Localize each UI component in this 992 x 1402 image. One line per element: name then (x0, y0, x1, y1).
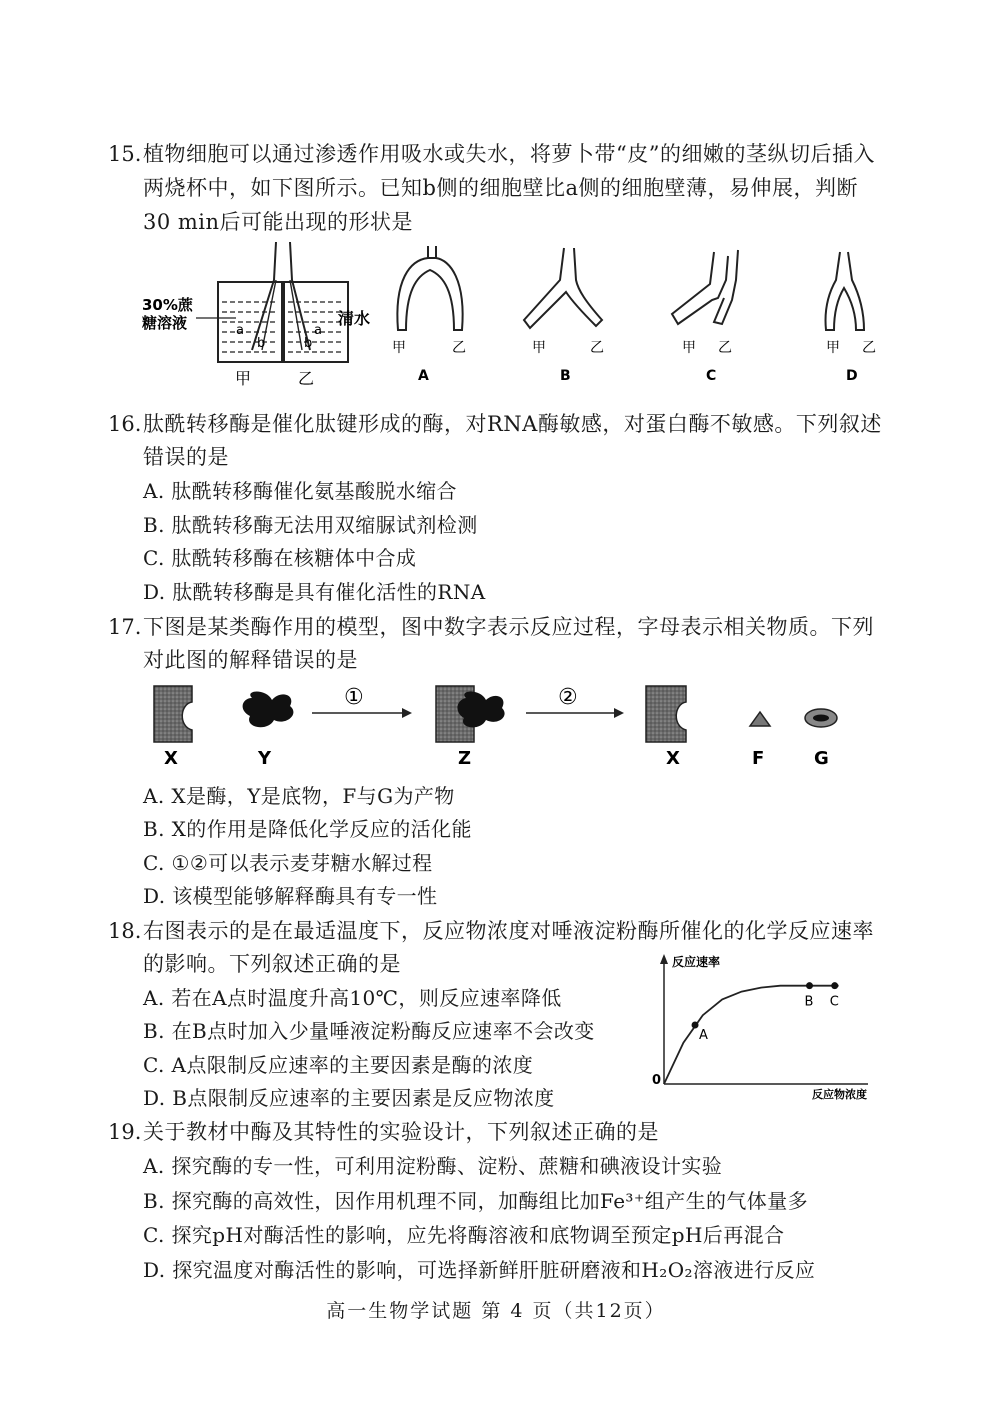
q16-number: 16. (108, 412, 142, 436)
q15-line-1: 植物细胞可以通过渗透作用吸水或失水，将萝卜带“皮”的细嫩的茎纵切后插入 (143, 142, 875, 166)
q17-number: 17. (108, 615, 142, 639)
svg-text:甲: 甲 (826, 340, 840, 356)
svg-text:甲: 甲 (392, 340, 406, 356)
q15-line-2: 两烧杯中，如下图所示。已知b侧的细胞壁比a侧的细胞壁薄，易伸展，判断 (143, 176, 858, 200)
svg-text:D: D (846, 368, 858, 384)
q18-number: 18. (108, 919, 142, 943)
q18-line-2: 的影响。下列叙述正确的是 (143, 952, 401, 976)
q15-figure (140, 240, 900, 390)
svg-text:C: C (706, 368, 717, 384)
sucrose-label-1: 30%蔗 (142, 296, 193, 314)
svg-text:B: B (560, 368, 571, 384)
chart-ylabel: 反应速率 (672, 955, 721, 969)
beaker-jia (218, 282, 282, 362)
substrate-y-shape (243, 692, 294, 728)
enzyme-x-shape (154, 686, 192, 742)
chart-point-label-a: A (699, 1028, 708, 1043)
chart-point-c (831, 982, 838, 989)
shape-option-c (672, 250, 738, 384)
q16-line-1: 肽酰转移酶是催化肽键形成的酶，对RNA酶敏感，对蛋白酶不敏感。下列叙述 (143, 412, 882, 436)
q17-option-d: D. 该模型能够解释酶具有专一性 (143, 884, 438, 908)
label-z: Z (458, 748, 472, 769)
q16-option-a: A. 肽酰转移酶催化氨基酸脱水缩合 (143, 479, 457, 503)
svg-text:甲: 甲 (532, 340, 546, 356)
svg-text:A: A (418, 368, 429, 384)
shape-option-a (392, 246, 466, 384)
chart-point-label-b: B (804, 994, 814, 1010)
q16-line-2: 错误的是 (143, 445, 229, 469)
svg-text:甲: 甲 (682, 340, 696, 356)
q15-number: 15. (108, 142, 142, 166)
water-label: 清水 (338, 309, 371, 328)
q18-option-c: C. A点限制反应速率的主要因素是酶的浓度 (143, 1053, 534, 1077)
svg-text:乙: 乙 (590, 340, 604, 356)
svg-text:乙: 乙 (718, 340, 732, 356)
q17-line-1: 下图是某类酶作用的模型，图中数字表示反应过程，字母表示相关物质。下列 (143, 615, 874, 639)
chart-y-arrow (660, 954, 668, 964)
rate-chart (648, 952, 888, 1102)
side-a-right: a (314, 323, 322, 338)
step-2-label: ② (558, 685, 578, 710)
q19-option-c: C. 探究pH对酶活性的影响，应先将酶溶液和底物调至预定pH后再混合 (143, 1223, 785, 1247)
q16-option-d: D. 肽酰转移酶是具有催化活性的RNA (143, 580, 486, 604)
chart-point-label-c: C (829, 994, 839, 1010)
shape-option-d (825, 252, 876, 384)
chart-xlabel: 反应物浓度 (812, 1088, 867, 1101)
q18-option-d: D. B点限制反应速率的主要因素是反应物浓度 (143, 1086, 555, 1110)
page-footer: 高一生物学试题 第 4 页（共12页） (326, 1300, 666, 1322)
beaker-right-label: 乙 (298, 369, 315, 388)
label-g: G (814, 748, 829, 769)
beaker-left-label: 甲 (235, 369, 252, 388)
chart-point-b (806, 982, 813, 989)
q18-option-a: A. 若在A点时温度升高10℃，则反应速率降低 (143, 986, 562, 1010)
label-f: F (752, 748, 765, 769)
q17-option-b: B. X的作用是降低化学反应的活化能 (143, 817, 472, 841)
shape-option-b (524, 248, 604, 384)
q19-number: 19. (108, 1120, 142, 1144)
chart-point-a (692, 1022, 699, 1029)
side-a-left: a (236, 323, 244, 338)
step-1-label: ① (344, 685, 364, 710)
side-b-right: b (304, 336, 313, 351)
chart-origin: 0 (652, 1073, 662, 1088)
q19-option-a: A. 探究酶的专一性，可利用淀粉酶、淀粉、蔗糖和碘液设计实验 (143, 1154, 723, 1178)
svg-text:乙: 乙 (452, 340, 466, 356)
label-y: Y (258, 748, 272, 769)
label-x-1: X (164, 748, 178, 769)
side-b-left: b (257, 336, 266, 351)
q16-option-b: B. 肽酰转移酶无法用双缩脲试剂检测 (143, 513, 478, 537)
q18-line-1: 右图表示的是在最适温度下，反应物浓度对唾液淀粉酶所催化的化学反应速率 (143, 919, 874, 943)
q18-option-b: B. 在B点时加入少量唾液淀粉酶反应速率不会改变 (143, 1019, 595, 1043)
q19-line-1: 关于教材中酶及其特性的实验设计，下列叙述正确的是 (143, 1120, 659, 1144)
product-f-shape (750, 712, 770, 726)
svg-text:乙: 乙 (862, 340, 876, 356)
q19-option-d: D. 探究温度对酶活性的影响，可选择新鲜肝脏研磨液和H₂O₂溶液进行反应 (143, 1258, 816, 1282)
q16-option-c: C. 肽酰转移酶在核糖体中合成 (143, 546, 417, 570)
sucrose-label-2: 糖溶液 (142, 314, 188, 332)
q17-option-a: A. X是酶，Y是底物，F与G为产物 (143, 784, 455, 808)
q15-line-3: 30 min后可能出现的形状是 (143, 210, 414, 234)
enzyme-x-shape-2 (646, 686, 686, 742)
q19-option-b: B. 探究酶的高效性，因作用机理不同，加酶组比加Fe³⁺组产生的气体量多 (143, 1189, 809, 1213)
q17-option-c: C. ①②可以表示麦芽糖水解过程 (143, 851, 433, 875)
label-x-2: X (666, 748, 680, 769)
q17-figure (140, 680, 860, 776)
q17-line-2: 对此图的解释错误的是 (143, 648, 358, 672)
